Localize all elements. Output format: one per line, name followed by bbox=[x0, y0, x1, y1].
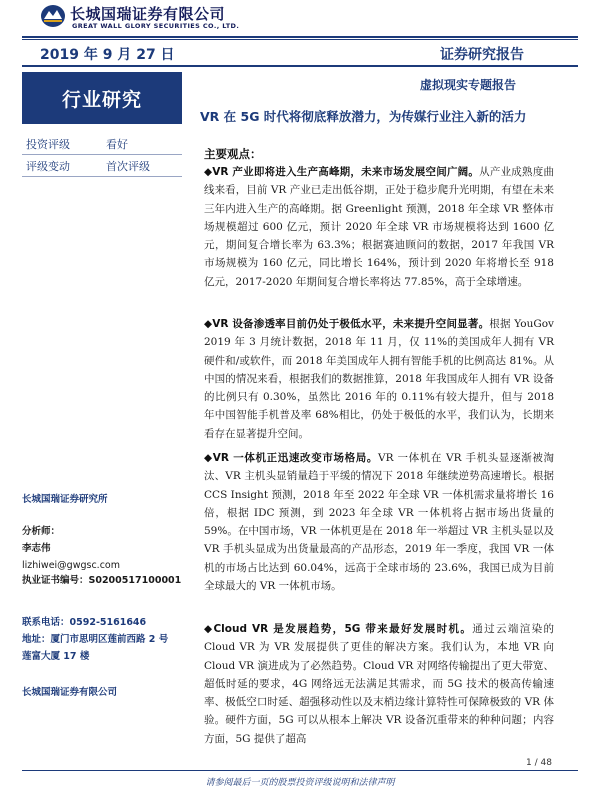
paragraph-vr-standalone bbox=[204, 449, 554, 595]
report-date: 2019 年 9 月 27 日 bbox=[40, 47, 175, 63]
address-line: 地址：厦门市思明区莲前西路 2 号 bbox=[22, 634, 169, 645]
rating-row bbox=[22, 156, 182, 177]
company-name-cn: 长城国瑞证券有限公司 bbox=[70, 5, 226, 23]
report-series: 虚拟现实专题报告 bbox=[420, 78, 517, 92]
disclaimer-note: 请参阅最后一页的股票投资评级说明和法律声明 bbox=[205, 778, 395, 788]
analyst-email[interactable]: lizhiwei@gwgsc.com bbox=[22, 560, 120, 571]
header-divider-thin bbox=[22, 39, 578, 40]
page-number: 1 / 48 bbox=[526, 758, 552, 768]
header-divider bbox=[22, 36, 578, 38]
company-logo-icon bbox=[40, 4, 66, 28]
paragraph-lead: ◆VR 设备渗透率目前仍处于极低水平，未来提升空间显著。 bbox=[204, 318, 490, 330]
analyst-name: 李志伟 bbox=[22, 543, 51, 554]
paragraph-body: 通过云端渲染的 Cloud VR 为 VR 发展提供了更佳的解决方案。我们认为，本地 VR 向 Cloud VR 演进成为了必然趋势。Cloud VR 对网络传输提出了更大带宽、超低时延的要求，4G 网络远无法满足其需求，而 5G 技术的极高传输速率、极低空口时延、超强移动性以及末梢边缘计算特性可保障极致的 VR 体验。硬件方面，5G 可以从根本上解决 VR 设备沉重带来的种种问题；内容方面，5G 提供了超高 bbox=[204, 623, 555, 745]
paragraph-body: 从产业成熟度曲线来看，目前 VR 产业已走出低谷期，正处于稳步爬升光明期，有望在未来三年内进入生产的高峰期。据 Greenlight 预测，2018 年全球 VR 整体市场规模超过 600 亿元，预计 2020 年全球 VR 市场规模将达到 1600 亿元，期间复合增长率为 63.3%；根据赛迪顾问的数据，2017 年我国 VR 市场规模为 160 亿元，同比增长 164%，预计到 2020 年将增长至 918 亿元，2017-2020 年期间复合增长率将达 77.85%，高于全球增速。 bbox=[204, 166, 554, 288]
rating-label: 投资评级 bbox=[26, 138, 70, 151]
research-institute: 长城国瑞证券研究所 bbox=[22, 494, 108, 505]
report-headline: VR 在 5G 时代将彻底释放潜力，为传媒行业注入新的活力 bbox=[200, 109, 527, 124]
paragraph-lead: ◆VR 产业即将进入生产高峰期，未来市场发展空间广阔。 bbox=[204, 166, 480, 178]
contact-phone: 联系电话：0592-5161646 bbox=[22, 617, 147, 628]
license-number: 执业证书编号：S0200517100001 bbox=[22, 575, 182, 586]
paragraph-vr-penetration bbox=[204, 315, 554, 443]
rating-label: 评级变动 bbox=[26, 160, 70, 173]
report-type: 证券研究报告 bbox=[440, 47, 524, 63]
key-points-title: 主要观点： bbox=[204, 147, 262, 161]
section-title: 行业研究 bbox=[22, 72, 182, 124]
address-line: 莲富大厦 17 楼 bbox=[22, 651, 90, 662]
company-name-en: GREAT WALL GLORY SECURITIES CO., LTD. bbox=[72, 22, 240, 30]
paragraph-cloud-vr bbox=[204, 620, 554, 748]
paragraph-lead: ◆VR 一体机正迅速改变市场格局。 bbox=[204, 452, 379, 464]
paragraph-lead: ◆Cloud VR 是发展趋势，5G 带来最好发展时机。 bbox=[204, 623, 473, 635]
rating-value: 首次评级 bbox=[106, 160, 150, 173]
date-divider bbox=[22, 65, 578, 67]
analyst-label: 分析师： bbox=[22, 526, 61, 537]
paragraph-body: VR 一体机在 VR 手机头显逐渐被淘汰、VR 主机头显销量趋于平缓的情况下 2018 年继续逆势高速增长。根据 CCS Insight 预测，2018 年至 2022 年全球 VR 一体机需求量将增长 16 倍，根据 IDC 预测，到 2023 年全球 VR 一体机将占据市场出货量的 59%。在中国市场，VR 一体机更是在 2018 年一举超过 VR 主机头显以及 VR 手机头显成为出货量最高的产品形态，2019 年一季度，我国 VR 一体机的市场占比达到 60.04%，远高于全球市场的 23.6%，我国已成为目前全球最大的 VR 一体机市场。 bbox=[204, 452, 554, 593]
paragraph-vr-industry bbox=[204, 163, 554, 291]
rating-row bbox=[22, 134, 182, 155]
paragraph-body: 根据 YouGov 2019 年 3 月统计数据，2018 年 11 月，仅 11%的美国成年人拥有 VR 硬件和/或软件，而 2018 年美国成年人拥有智能手机的比例高达 81%。从中国的情况来看，根据我们的数据推算，2018 年我国成年人拥有 VR 设备的比例只有 0.30%，虽然比 2016 年的 0.11%有较大提升，但与 2018 年中国智能手机普及率 68%相比，仍处于极低的水平，我们认为，长期来看存在显著提升空间。 bbox=[204, 318, 554, 440]
company-footer-name: 长城国瑞证券有限公司 bbox=[22, 687, 118, 698]
footer-divider bbox=[22, 770, 578, 771]
rating-value: 看好 bbox=[106, 138, 128, 151]
